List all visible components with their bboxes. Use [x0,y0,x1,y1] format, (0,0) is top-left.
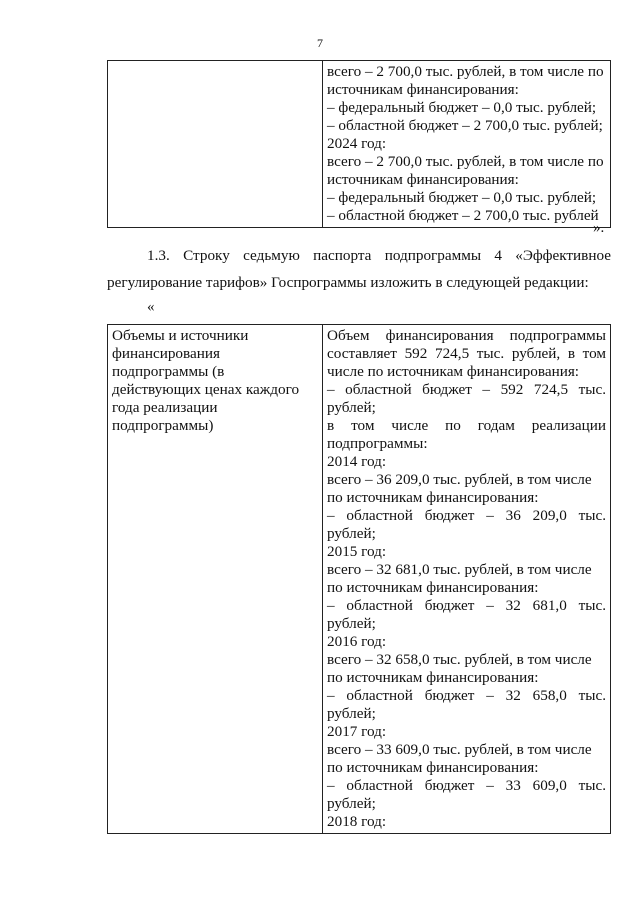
text-line: – федеральный бюджет – 0,0 тыс. рублей; [327,99,597,116]
text-line: – областной бюджет – 32 681,0 тыс. [327,597,606,614]
text-line: – областной бюджет – 33 609,0 тыс. [327,777,606,794]
text-line: – областной бюджет – 592 724,5 тыс. [327,381,606,398]
text-line: рублей; [327,399,376,416]
text-line: Объем финансирования подпрограммы [327,327,606,344]
text-line: – областной бюджет – 36 209,0 тыс. [327,507,606,524]
paragraph-line-1: 1.3. Строку седьмую паспорта подпрограммы 4 «Эффективное [147,247,611,264]
opening-quote: « [147,299,155,315]
page-number: 7 [317,36,323,50]
right-cell-financing [323,61,611,228]
row-value-cell [323,325,611,834]
text-line: всего – 2 700,0 тыс. рублей, в том числе по [327,153,604,170]
paragraph-line-2: регулирование тарифов» Госпрограммы изложить в следующей редакции: [107,274,589,291]
text-line: всего – 33 609,0 тыс. рублей, в том числе [327,741,592,758]
text-line: – областной бюджет – 2 700,0 тыс. рублей [327,207,599,224]
text-line: всего – 32 658,0 тыс. рублей, в том числе [327,651,592,668]
text-line: подпрограммы: [327,435,428,452]
text-line: источникам финансирования: [327,171,519,188]
text-line: рублей; [327,525,376,542]
label-line: действующих ценах каждого [112,381,300,398]
passport-table-continued [107,60,611,228]
label-line: года реализации [112,399,218,416]
text-line: 2018 год: [327,813,387,830]
label-line: финансирования [112,345,220,362]
table-row [108,61,611,228]
passport-table-subprogram-4 [107,324,611,834]
left-cell-empty [108,61,323,228]
text-line: составляет 592 724,5 тыс. рублей, в том [327,345,606,362]
text-line: рублей; [327,795,376,812]
text-line: – областной бюджет – 2 700,0 тыс. рублей; [327,117,603,134]
text-line: 2015 год: [327,543,387,560]
label-line: подпрограммы (в [112,363,225,380]
label-line: подпрограммы) [112,417,214,434]
text-line: рублей; [327,615,376,632]
text-line: по источникам финансирования: [327,489,539,506]
text-line: – федеральный бюджет – 0,0 тыс. рублей; [327,189,597,206]
text-line: числе по источникам финансирования: [327,363,580,380]
text-line: 2016 год: [327,633,387,650]
text-line: рублей; [327,705,376,722]
text-line: по источникам финансирования: [327,579,539,596]
text-line: всего – 36 209,0 тыс. рублей, в том числе [327,471,592,488]
text-line: по источникам финансирования: [327,669,539,686]
text-line: в том числе по годам реализации [327,417,606,434]
text-line: 2024 год: [327,135,387,152]
text-line: источникам финансирования: [327,81,519,98]
text-line: всего – 2 700,0 тыс. рублей, в том числе по [327,63,604,80]
text-line: 2014 год: [327,453,387,470]
row-label-cell [108,325,323,834]
label-line: Объемы и источники [112,327,249,344]
text-line: – областной бюджет – 32 658,0 тыс. [327,687,606,704]
text-line: по источникам финансирования: [327,759,539,776]
text-line: всего – 32 681,0 тыс. рублей, в том числе [327,561,592,578]
text-line: 2017 год: [327,723,387,740]
closing-quote: ». [593,220,605,236]
table-row [108,325,611,834]
